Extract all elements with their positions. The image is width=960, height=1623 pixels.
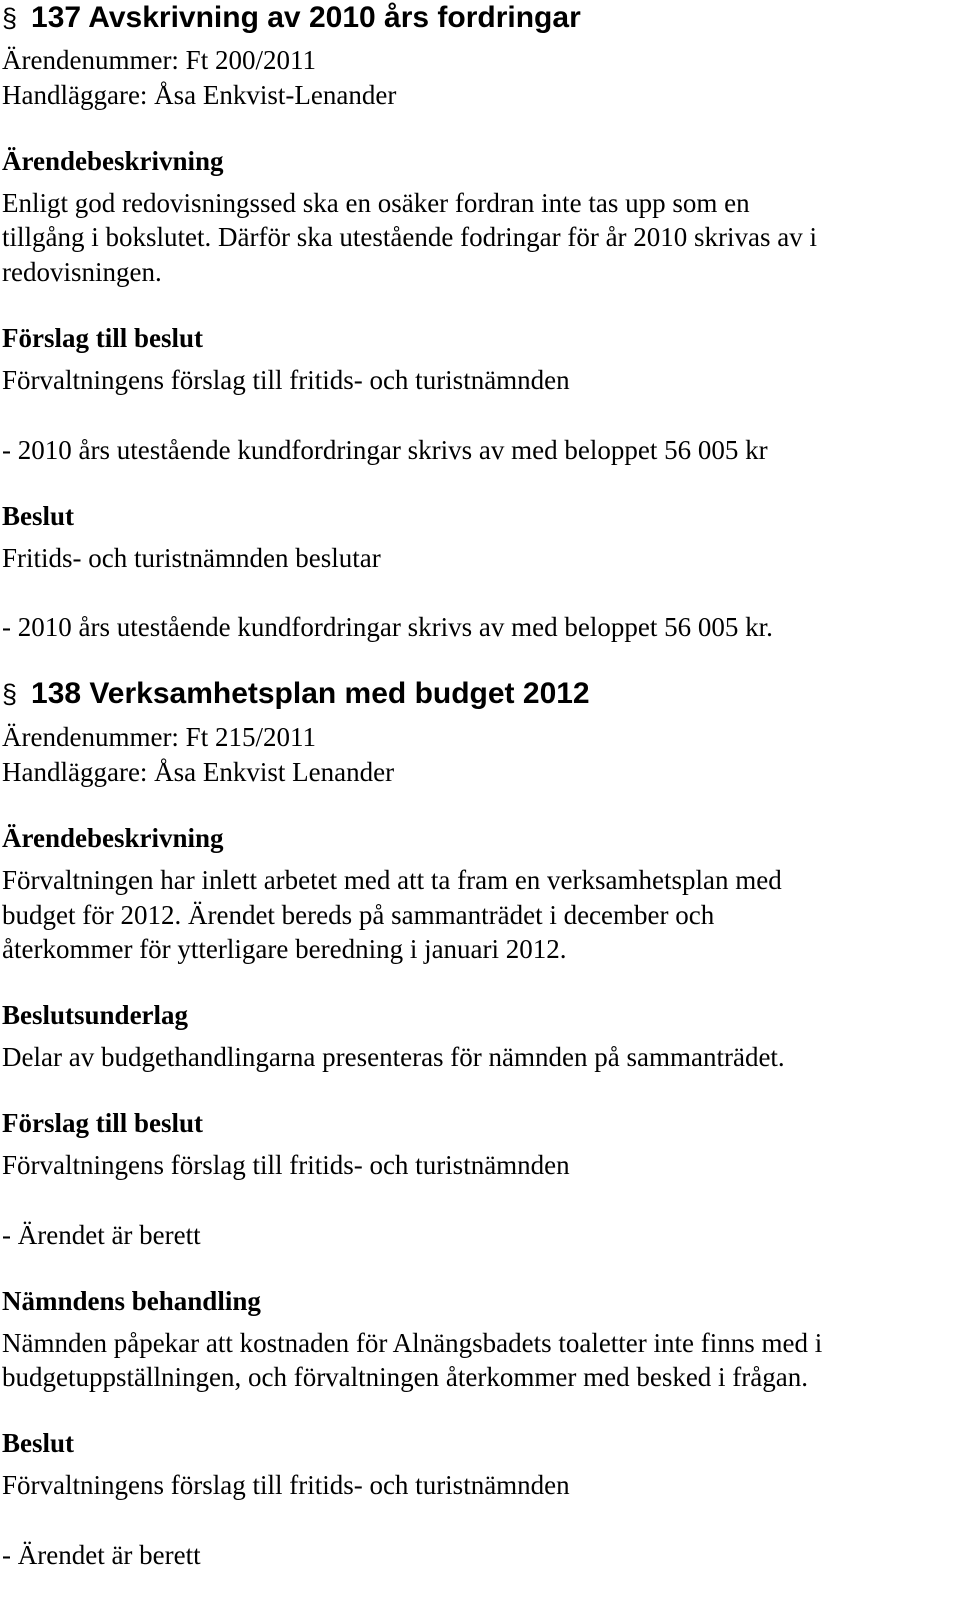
section-137-proposal-heading: Förslag till beslut <box>2 323 203 353</box>
section-138-basis-heading: Beslutsunderlag <box>2 1000 189 1030</box>
section-138-title: 138 Verksamhetsplan med budget 2012 <box>31 677 590 710</box>
section-138-handler: Handläggare: Åsa Enkvist Lenander <box>2 757 395 787</box>
section-138-decision-item: - Ärendet är berett <box>2 1540 201 1570</box>
section-137-description-line: redovisningen. <box>2 257 162 287</box>
section-137-proposal-item: - 2010 års utestående kundfordringar skrivs av med beloppet 56 005 kr <box>2 435 768 465</box>
paragraph-symbol: § <box>2 3 18 33</box>
section-138-case-number: Ärendenummer: Ft 215/2011 <box>2 722 316 752</box>
section-138-description-line: budget för 2012. Ärendet bereds på sammanträdet i december och <box>2 900 715 930</box>
section-137-title: 137 Avskrivning av 2010 års fordringar <box>31 1 581 34</box>
section-138-basis-text: Delar av budgethandlingarna presenteras för nämnden på sammanträdet. <box>2 1042 785 1072</box>
section-138-board-line: budgetuppställningen, och förvaltningen återkommer med besked i frågan. <box>2 1362 809 1392</box>
section-138-description-heading: Ärendebeskrivning <box>2 823 224 853</box>
section-137-description-line: tillgång i bokslutet. Därför ska utestående fodringar för år 2010 skrivas av i <box>2 222 818 252</box>
section-137-decision-item: - 2010 års utestående kundfordringar skrivs av med beloppet 56 005 kr. <box>2 612 773 642</box>
section-137-proposal-intro: Förvaltningens förslag till fritids- och turistnämnden <box>2 365 570 395</box>
section-138-board-line: Nämnden påpekar att kostnaden för Alnängsbadets toaletter inte finns med i <box>2 1328 823 1358</box>
section-138-heading <box>2 677 590 711</box>
section-137-handler: Handläggare: Åsa Enkvist-Lenander <box>2 80 397 110</box>
section-137-description-line: Enligt god redovisningssed ska en osäker fordran inte tas upp som en <box>2 188 750 218</box>
section-138-decision-intro: Förvaltningens förslag till fritids- och turistnämnden <box>2 1470 570 1500</box>
section-138-description-line: återkommer för ytterligare beredning i januari 2012. <box>2 934 567 964</box>
section-138-decision-heading: Beslut <box>2 1428 75 1458</box>
section-138-description-line: Förvaltningen har inlett arbetet med att ta fram en verksamhetsplan med <box>2 865 782 895</box>
section-137-decision-heading: Beslut <box>2 501 75 531</box>
section-137-case-number: Ärendenummer: Ft 200/2011 <box>2 45 316 75</box>
section-138-proposal-item: - Ärendet är berett <box>2 1220 201 1250</box>
section-137-decision-intro: Fritids- och turistnämnden beslutar <box>2 543 381 573</box>
section-138-proposal-intro: Förvaltningens förslag till fritids- och turistnämnden <box>2 1150 570 1180</box>
section-137-description-heading: Ärendebeskrivning <box>2 146 224 176</box>
section-138-proposal-heading: Förslag till beslut <box>2 1108 203 1138</box>
paragraph-symbol: § <box>2 679 18 709</box>
section-137-heading <box>2 1 581 35</box>
section-138-board-heading: Nämndens behandling <box>2 1286 261 1316</box>
